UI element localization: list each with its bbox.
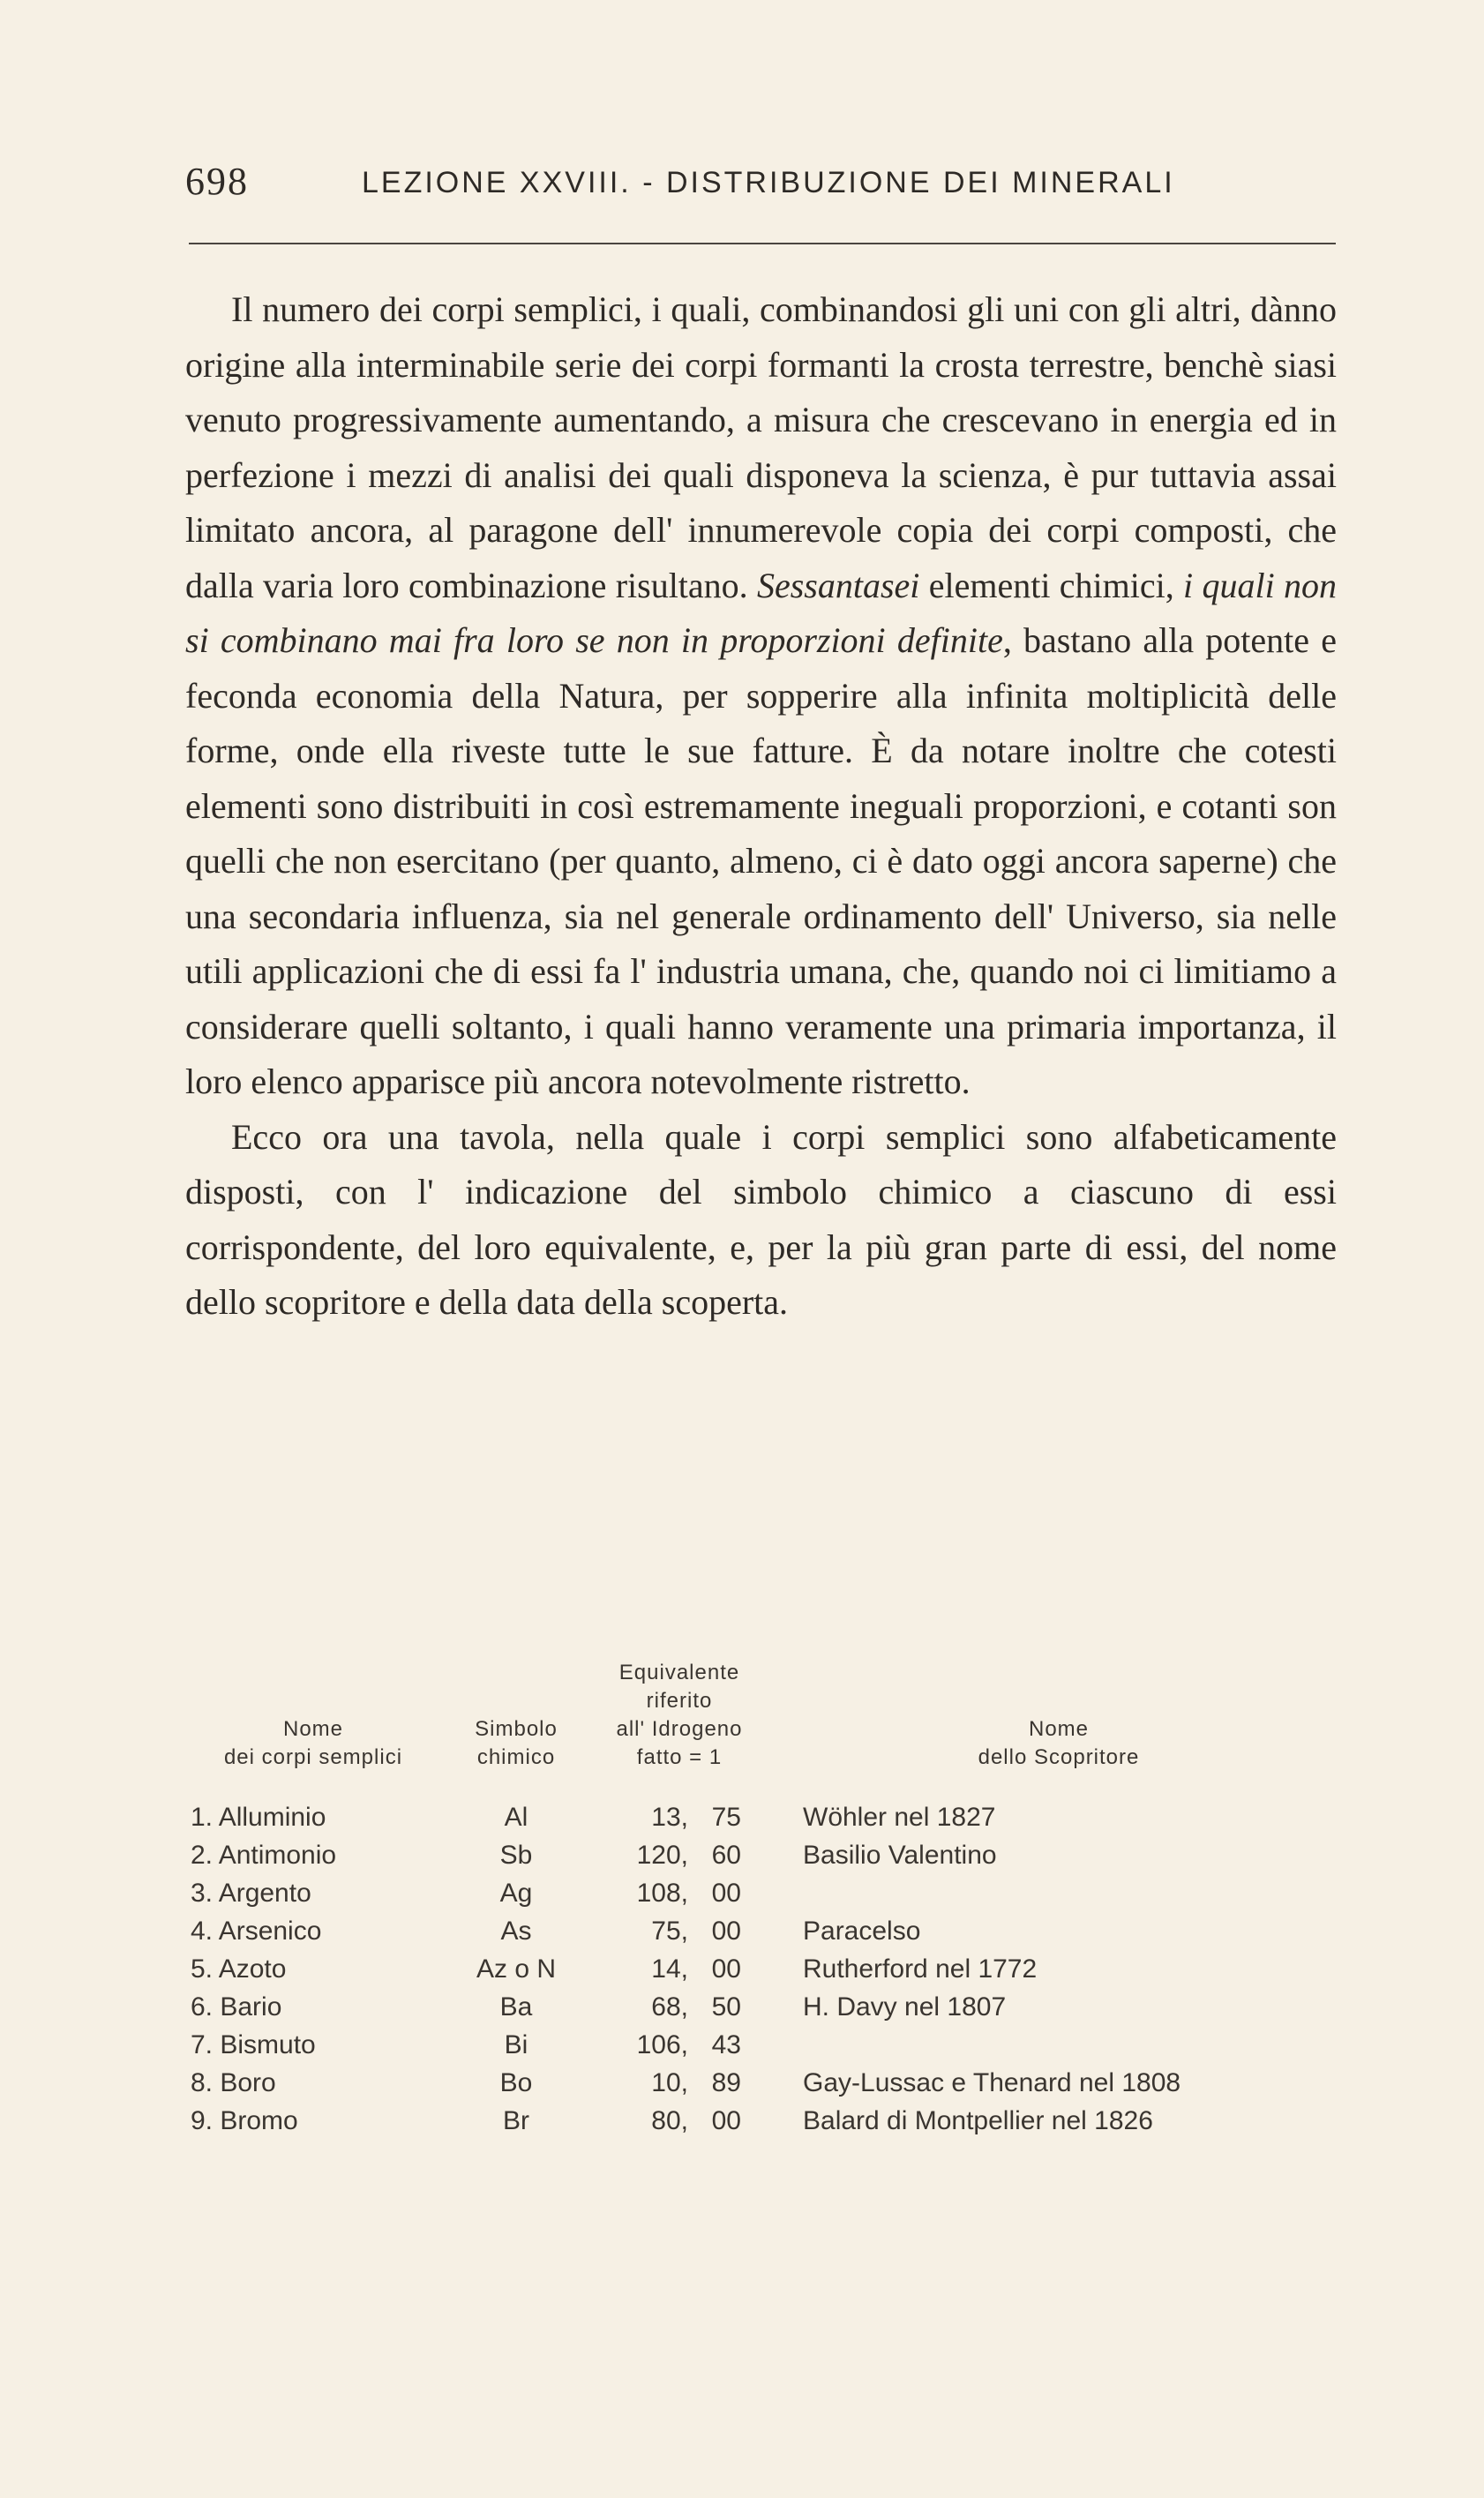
element-name-cell	[181, 2026, 446, 2064]
element-symbol: Sb	[499, 1841, 533, 1870]
element-discoverer: Basilio Valentino	[803, 1841, 997, 1870]
row-number: 4.	[190, 1917, 213, 1946]
paragraph-1-italic: i quali non si combinano mai fra loro se non in proporzioni definite	[185, 565, 1337, 660]
element-symbol: Bi	[504, 2030, 528, 2059]
equivalent-integer: 106,	[636, 2030, 688, 2059]
element-discoverer	[772, 2026, 1345, 2064]
equivalent-integer: 108,	[636, 1879, 688, 1908]
table-row	[181, 1988, 1345, 2026]
element-name-cell	[181, 1874, 446, 1912]
element-symbol: Al	[504, 1803, 528, 1832]
element-discoverer: Paracelso	[803, 1917, 921, 1946]
element-name-cell	[181, 1798, 446, 1836]
header-discoverer: Nome dello Scopritore	[978, 1717, 1140, 1769]
running-title: LEZIONE XXVIII. - DISTRIBUZIONE DEI MINERALI	[362, 166, 1175, 199]
element-name: Bromo	[220, 2106, 298, 2135]
element-name-cell	[181, 2064, 446, 2102]
row-number: 7.	[190, 2030, 213, 2059]
paragraph-1-part: Il numero dei corpi semplici, i quali, combinandosi gli uni con gli altri, dànno origine alla interminabile serie dei corpi formanti la crosta terrestre, benchè siasi venuto progressivamente aumentando, a misura che crescevano in energia ed in perfezione i mezzi di analisi dei quali disponeva la scienza, è pur tuttavia assai limitato ancora, al paragone dell' innumerevole copia dei corpi composti, che dalla varia loro combinazione risultano.	[185, 289, 1337, 605]
table-row	[181, 1798, 1345, 1836]
equivalent-decimal: 00	[711, 2106, 741, 2135]
equivalent-integer: 13,	[651, 1803, 688, 1832]
element-equivalent	[587, 2026, 772, 2064]
equivalent-integer: 10,	[651, 2068, 688, 2097]
table-row	[181, 1836, 1345, 1874]
row-number: 8.	[190, 2068, 213, 2097]
element-equivalent	[587, 1950, 772, 1988]
element-discoverer	[772, 1874, 1345, 1912]
element-equivalent	[587, 1874, 772, 1912]
table-header-row	[181, 1659, 1345, 1798]
paragraph-1-part: elementi chimici,	[919, 565, 1184, 605]
element-name: Boro	[220, 2068, 276, 2097]
equivalent-decimal: 00	[711, 1917, 741, 1946]
element-discoverer: Rutherford nel 1772	[803, 1954, 1038, 1984]
equivalent-decimal: 89	[711, 2068, 741, 2097]
header-rule	[189, 243, 1336, 244]
element-name: Arsenico	[218, 1917, 322, 1946]
equivalent-integer: 75,	[651, 1917, 688, 1946]
row-number: 3.	[190, 1879, 213, 1908]
element-equivalent	[587, 1988, 772, 2026]
table-body	[181, 1798, 1345, 2140]
row-number: 2.	[190, 1841, 213, 1870]
equivalent-decimal: 00	[711, 1879, 741, 1908]
row-number: 1.	[190, 1803, 213, 1832]
element-name: Bismuto	[220, 2030, 316, 2059]
table-row	[181, 2064, 1345, 2102]
element-equivalent	[587, 1798, 772, 1836]
element-name: Argento	[218, 1879, 311, 1908]
table-row	[181, 1874, 1345, 1912]
paragraph-1	[185, 282, 1337, 1110]
element-equivalent	[587, 2064, 772, 2102]
element-name-cell	[181, 1836, 446, 1874]
element-symbol: Ba	[499, 1992, 533, 2022]
element-discoverer: Balard di Montpellier nel 1826	[803, 2106, 1153, 2135]
table-row	[181, 1950, 1345, 1988]
equivalent-integer: 80,	[651, 2106, 688, 2135]
element-name-cell	[181, 1950, 446, 1988]
table-row	[181, 2102, 1345, 2140]
element-name-cell	[181, 1988, 446, 2026]
body-text	[185, 282, 1337, 1331]
equivalent-decimal: 00	[711, 1954, 741, 1984]
table-row	[181, 1912, 1345, 1950]
paragraph-1-part: , bastano alla potente e feconda economia della Natura, per sopperire alla infinita moltiplicità delle forme, onde ella riveste tutte le sue fatture. È da notare inoltre che cotesti elementi sono distribuiti in così estremamente ineguali proporzioni, e cotanti son quelli che non esercitano (per quanto, almeno, ci è dato oggi ancora saperne) che una secondaria influenza, sia nel generale ordinamento dell' Universo, sia nelle utili applicazioni che di essi fa l' industria umana, che, quando noi ci limitiamo a considerare quelli soltanto, i quali hanno veramente una primaria importanza, il loro elenco apparisce più ancora notevolmente ristretto.	[185, 620, 1337, 1101]
table-row	[181, 2026, 1345, 2064]
element-equivalent	[587, 1836, 772, 1874]
header-name: Nome dei corpi semplici	[223, 1717, 403, 1769]
paragraph-1-italic: Sessantasei	[756, 565, 920, 605]
element-symbol: Bo	[499, 2068, 533, 2097]
elements-table	[181, 1659, 1345, 2140]
equivalent-integer: 14,	[651, 1954, 688, 1984]
row-number: 6.	[190, 1992, 213, 2022]
equivalent-integer: 68,	[651, 1992, 688, 2022]
element-symbol: Br	[503, 2106, 529, 2135]
page-number: 698	[185, 160, 249, 203]
header-symbol: Simbolo chimico	[475, 1717, 558, 1769]
paragraph-2: Ecco ora una tavola, nella quale i corpi semplici sono alfabeticamente disposti, con l' indicazione del simbolo chimico a ciascuno di essi corrispondente, del loro equivalente, e, per la più gran parte di essi, del nome dello scopritore e della data della scoperta.	[185, 1116, 1337, 1322]
equivalent-decimal: 60	[711, 1841, 741, 1870]
element-symbol: As	[500, 1917, 532, 1946]
equivalent-decimal: 75	[711, 1803, 741, 1832]
element-symbol: Az o N	[476, 1954, 557, 1984]
element-name: Bario	[220, 1992, 282, 2022]
equivalent-decimal: 50	[711, 1992, 741, 2022]
element-name-cell	[181, 2102, 446, 2140]
element-discoverer: Gay-Lussac e Thenard nel 1808	[803, 2068, 1181, 2097]
element-equivalent	[587, 1912, 772, 1950]
element-equivalent	[587, 2102, 772, 2140]
equivalent-decimal: 43	[711, 2030, 741, 2059]
element-discoverer: H. Davy nel 1807	[803, 1992, 1007, 2022]
header-equivalent: Equivalente riferito all' Idrogeno fatto = 1	[616, 1661, 743, 1769]
running-head	[185, 159, 1332, 212]
row-number: 9.	[190, 2106, 213, 2135]
element-name: Alluminio	[218, 1803, 326, 1832]
element-symbol: Ag	[499, 1879, 533, 1908]
element-name: Antimonio	[218, 1841, 337, 1870]
element-name: Azoto	[218, 1954, 287, 1984]
row-number: 5.	[190, 1954, 213, 1984]
equivalent-integer: 120,	[636, 1841, 688, 1870]
element-discoverer: Wöhler nel 1827	[803, 1803, 996, 1832]
element-name-cell	[181, 1912, 446, 1950]
